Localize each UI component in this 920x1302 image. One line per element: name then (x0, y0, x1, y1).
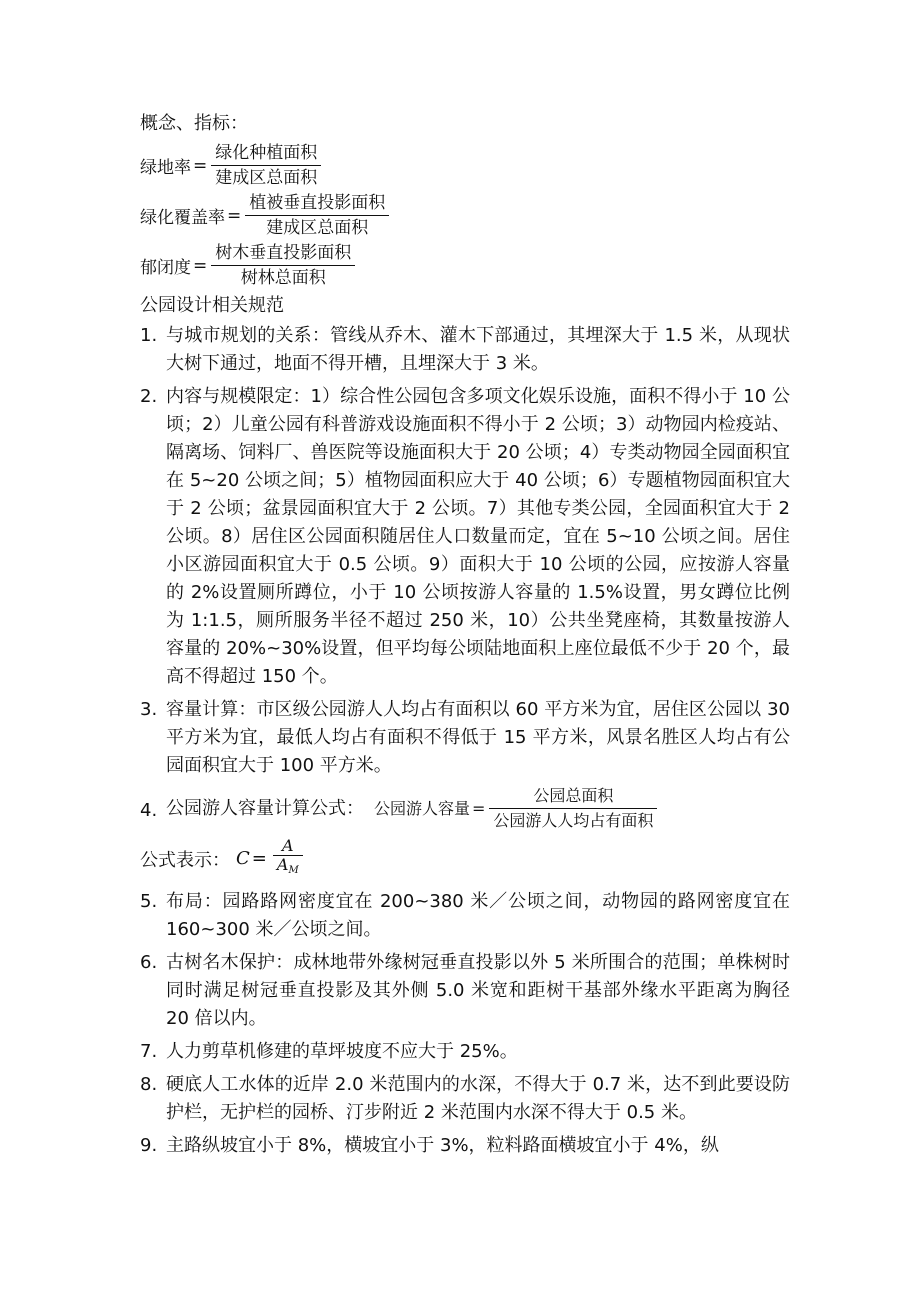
item-number: 7. (140, 1041, 158, 1062)
item-text: 主路纵坡宜小于 8%，横坡宜小于 3%，粒料路面横坡宜小于 4%，纵 (166, 1135, 719, 1156)
numerator: 公园总面积 (533, 786, 614, 805)
symbolic-label: 公式表示： (140, 849, 230, 871)
visitor-capacity-formula (374, 785, 657, 832)
item-text: 人力剪草机修建的草坪坡度不应大于 25%。 (166, 1041, 518, 1062)
document-content (140, 110, 790, 1165)
list-item (140, 1132, 790, 1160)
item-text: 硬底人工水体的近岸 2.0 米范围内的水深，不得大于 0.7 米，达不到此要设防护栏，无护栏的园桥、汀步附近 2 米范围内水深不得大于 0.5 米。 (166, 1074, 790, 1123)
den-main: A (276, 855, 289, 874)
denominator: 建成区总面积 (215, 168, 318, 188)
item-number: 1. (140, 325, 158, 346)
item-text: 公园游人容量计算公式： (166, 797, 364, 819)
formula-canopy-density (140, 242, 790, 289)
item-text: 容量计算：市区级公园游人人均占有面积以 60 平方米为宜，居住区公园以 30 平方米为宜，最低人均占有面积不得低于 15 平方米，风景名胜区人均占有公园面积宜大于 100 平方米。 (166, 699, 790, 776)
formula-label: 绿地率 (140, 158, 191, 178)
fraction (211, 242, 355, 289)
equals-sign: = (193, 255, 208, 276)
list-item (140, 1071, 790, 1127)
item-number: 3. (140, 699, 158, 720)
numerator: 树木垂直投影面积 (215, 243, 352, 263)
equals-sign: = (472, 798, 486, 818)
fraction (273, 837, 303, 880)
denominator: 公园游人人均占有面积 (493, 811, 654, 830)
numerator: 绿化种植面积 (215, 143, 318, 163)
formula-green-coverage-rate (140, 192, 790, 239)
formula-label: 公园游人容量 (374, 798, 471, 818)
denominator (273, 856, 303, 880)
section-title: 公园设计相关规范 (140, 295, 284, 316)
den-subscript: M (288, 865, 299, 876)
list-item (140, 696, 790, 780)
item-number: 2. (140, 386, 158, 407)
fraction (245, 192, 389, 239)
equals-sign: = (227, 205, 242, 226)
item-number: 9. (140, 1135, 158, 1156)
equals-sign: = (193, 155, 208, 176)
symbolic-formula (140, 837, 790, 880)
numerator: 植被垂直投影面积 (249, 193, 386, 213)
heading: 概念、指标： (140, 113, 248, 134)
denominator: 建成区总面积 (266, 218, 369, 238)
list-item (140, 949, 790, 1033)
item-number: 8. (140, 1074, 158, 1095)
symbol-c: C (236, 848, 250, 869)
formula-label: 绿化覆盖率 (140, 208, 225, 228)
rules-list (140, 322, 790, 832)
fraction (211, 142, 321, 189)
list-item (140, 1038, 790, 1066)
item-number: 4. (140, 800, 158, 821)
list-item (140, 888, 790, 944)
numerator: A (282, 836, 294, 855)
item-text: 与城市规划的关系：管线从乔木、灌木下部通过，其埋深大于 1.5 米，从现状大树下通过，地面不得开槽，且埋深大于 3 米。 (166, 325, 790, 374)
list-item (140, 785, 790, 832)
equals-sign: = (251, 848, 267, 869)
rules-list-continued (140, 888, 790, 1160)
item-number: 6. (140, 952, 158, 973)
item-number: 5. (140, 891, 158, 912)
formula-green-land-rate (140, 142, 790, 189)
list-item (140, 322, 790, 378)
item-text: 布局：园路路网密度宜在 200~380 米／公顷之间，动物园的路网密度宜在 160~300 米／公顷之间。 (166, 891, 790, 940)
list-item (140, 383, 790, 691)
denominator: 树林总面积 (240, 268, 326, 288)
fraction (489, 785, 657, 832)
item-text: 古树名木保护：成林地带外缘树冠垂直投影以外 5 米所围合的范围；单株树时同时满足树冠垂直投影及其外侧 5.0 米宽和距树干基部外缘水平距离为胸径 20 倍以内。 (166, 952, 790, 1029)
item-text: 内容与规模限定：1）综合性公园包含多项文化娱乐设施，面积不得小于 10 公顷；2）儿童公园有科普游戏设施面积不得小于 2 公顷；3）动物园内检疫站、隔离场、饲料厂、兽医院等设施面积大于 20 公顷；4）专类动物园全园面积宜在 5~20 公顷之间；5）植物园面积应大于 40 公顷；6）专题植物园面积宜大于 2 公顷；盆景园面积宜大于 2 公顷。7）其他专类公园，全园面积宜大于 2 公顷。8）居住区公园面积随居住人口数量而定，宜在 5~10 公顷之间。居住小区游园面积宜大于 0.5 公顷。9）面积大于 10 公顷的公园，应按游人容量的 2%设置厕所蹲位，小于 10 公顷按游人容量的 1.5%设置，男女蹲位比例为 1:1.5，厕所服务半径不超过 250 米，10）公共坐凳座椅，其数量按游人容量的 20%~30%设置，但平均每公顷陆地面积上座位最低不少于 20 个，最高不得超过 150 个。 (166, 386, 790, 687)
formula-label: 郁闭度 (140, 258, 191, 278)
